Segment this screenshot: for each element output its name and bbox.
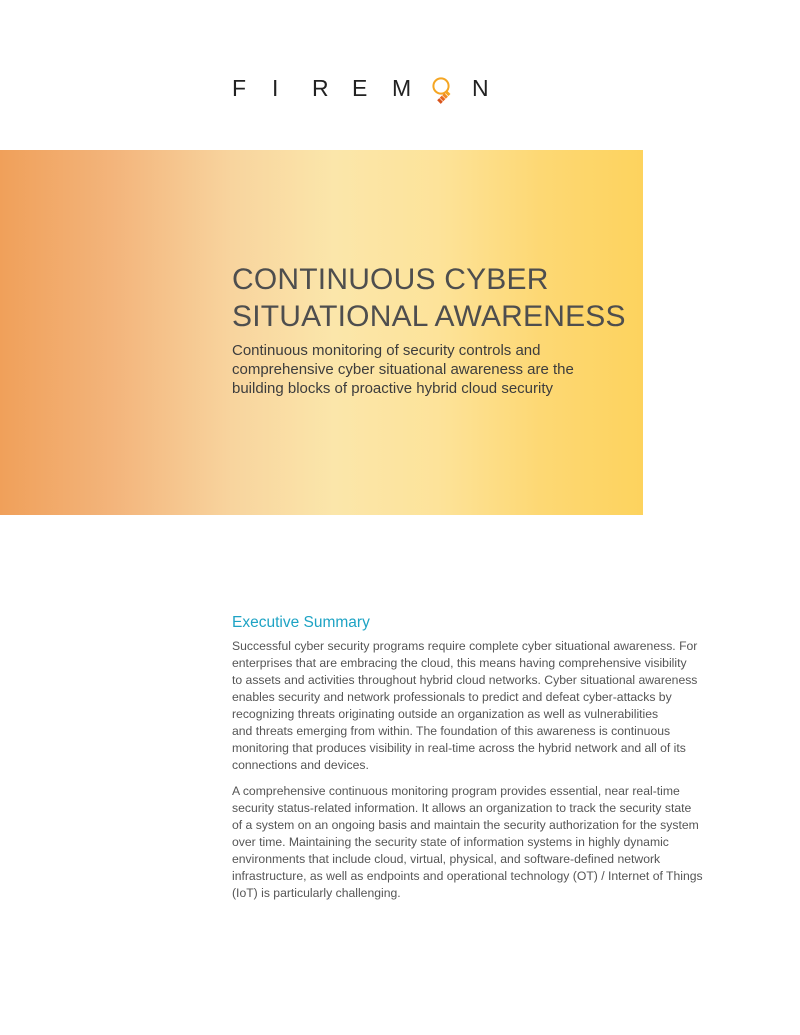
paragraph-line: A comprehensive continuous monitoring program provides essential, near real-time: [232, 784, 680, 798]
logo-letter-i: I: [272, 75, 279, 101]
hero-subtitle: Continuous monitoring of security controls and comprehensive cyber situational awareness are the building blocks of proactive hybrid cloud security: [232, 342, 574, 397]
paragraph-line: of a system on an ongoing basis and maintain the security authorization for the system: [232, 818, 699, 832]
summary-paragraph-1: [232, 638, 724, 774]
paragraph-line: and threats emerging from within. The foundation of this awareness is continuous: [232, 724, 671, 738]
paragraph-line: connections and devices.: [232, 758, 369, 772]
paragraph-line: infrastructure, as well as endpoints and operational technology (OT) / Internet of Things: [232, 869, 703, 883]
paragraph-line: to assets and activities throughout hybrid cloud networks. Cyber situational awareness: [232, 673, 698, 687]
paragraph-line: recognizing threats originating outside an organization as well as vulnerabilities: [232, 707, 659, 721]
paragraph-line: enables security and network professionals to predict and defeat cyber-attacks by: [232, 690, 672, 704]
summary-paragraph-2: [232, 783, 724, 902]
logo-letter-r: R: [312, 75, 329, 101]
paragraph-line: over time. Maintaining the security state of information systems in highly dynamic: [232, 835, 669, 849]
hero-banner: [0, 150, 643, 515]
paragraph-line: monitoring that produces visibility in real-time across the hybrid network and all of its: [232, 741, 686, 755]
paragraph-line: enterprises that are embracing the cloud, this means having comprehensive visibility: [232, 656, 687, 670]
logo-letter-f: F: [232, 75, 247, 101]
paragraph-line: Successful cyber security programs require complete cyber situational awareness. For: [232, 639, 698, 653]
paragraph-line: environments that include cloud, virtual, physical, and software-defined network: [232, 852, 661, 866]
section-heading: Executive Summary: [232, 614, 370, 631]
hero-title-line-1: CONTINUOUS CYBER: [232, 263, 549, 296]
paragraph-line: security status-related information. It allows an organization to track the security state: [232, 801, 692, 815]
hero-title: [232, 261, 632, 335]
logo-letter-n: N: [472, 75, 489, 101]
firemon-logo: [232, 76, 489, 112]
logo-letter-e: E: [352, 75, 368, 101]
logo-letter-m: M: [392, 75, 412, 101]
paragraph-line: (IoT) is particularly challenging.: [232, 886, 401, 900]
executive-summary-section: [232, 613, 724, 911]
hero-title-line-2: SITUATIONAL AWARENESS: [232, 300, 626, 333]
magnifier-o-icon: [432, 76, 472, 112]
